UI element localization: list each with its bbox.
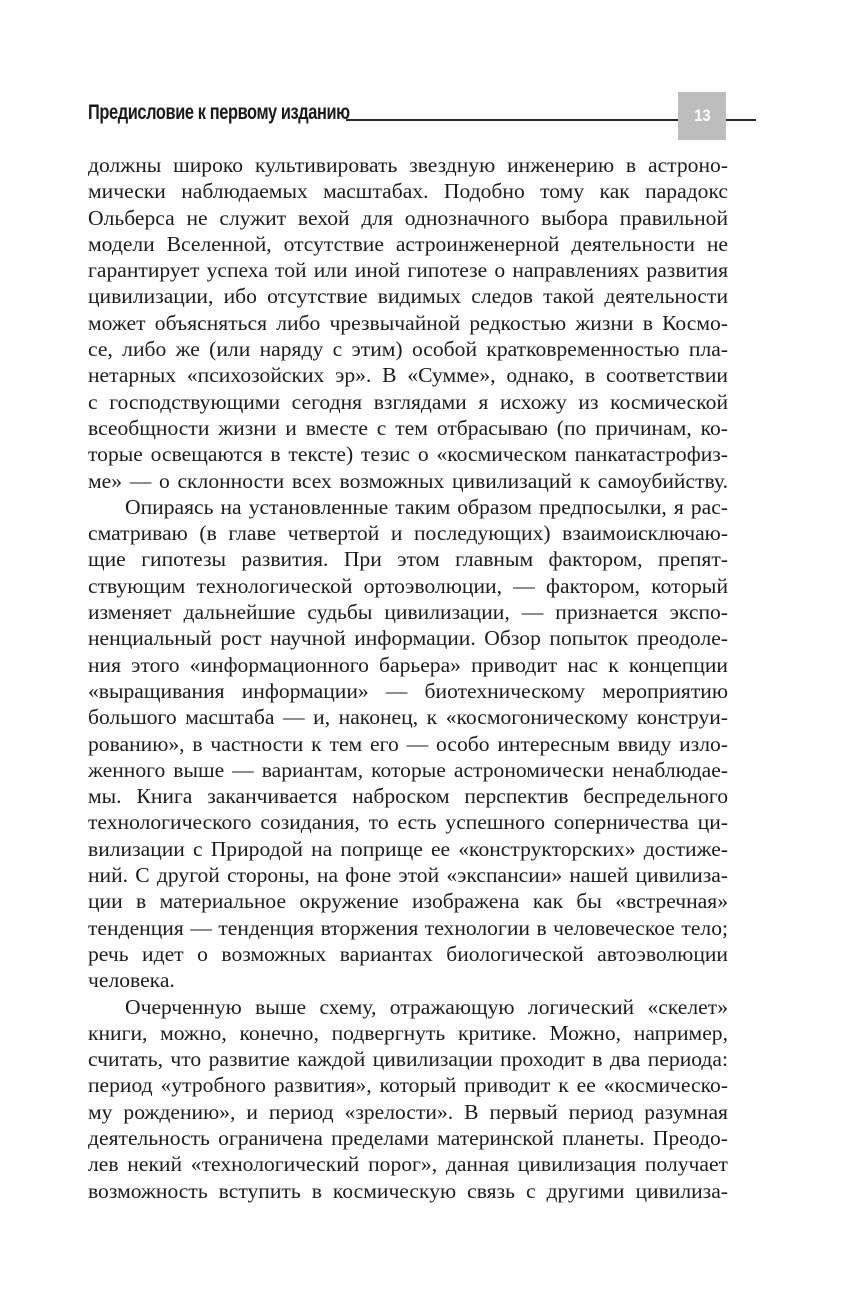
text-line: нетарных «психозойских эр». В «Сумме», однако, в соответствии: [88, 363, 728, 388]
text-line: модели Вселенной, отсутствие астроинженерной деятельности не: [88, 231, 728, 256]
text-line: «выращивания информации» — биотехническому мероприятию: [88, 678, 728, 703]
text-line: книги, можно, конечно, подвергнуть критике. Можно, например,: [88, 1020, 728, 1045]
text-line: гарантирует успеха той или иной гипотезе о направлениях развития: [88, 258, 728, 283]
text-line: ции в материальное окружение изображена как бы «встречная»: [88, 889, 728, 914]
page-number-box: [678, 92, 726, 140]
text-line: может объясняться либо чрезвычайной редкостью жизни в Космо-: [88, 310, 728, 335]
text-line: тенденция — тенденция вторжения технологии в человеческое тело;: [88, 915, 728, 940]
text-line: ме» — о склонности всех возможных цивилизаций к самоубийству.: [88, 468, 728, 493]
text-line: человека.: [88, 968, 175, 993]
text-line: торые освещаются в тексте) тезис о «космическом панкатастрофиз-: [88, 442, 728, 467]
page-number: 13: [693, 106, 711, 125]
text-line: сматриваю (в главе четвертой и последующих) взаимоисключаю-: [88, 521, 728, 546]
text-line: цивилизации, ибо отсутствие видимых следов такой деятельности: [88, 284, 728, 309]
text-line: ния этого «информационного барьера» приводит нас к концепции: [88, 652, 728, 677]
text-line: деятельность ограничена пределами материнской планеты. Преодо-: [88, 1125, 728, 1150]
paragraph: [88, 152, 728, 494]
text-line: мы. Книга заканчивается наброском перспектив беспредельного: [88, 784, 728, 809]
text-line: лев некий «технологический порог», данная цивилизация получает: [88, 1152, 728, 1177]
text-line: большого масштаба — и, наконец, к «космогоническому конструи-: [88, 705, 728, 730]
text-line: технологического созидания, то есть успешного соперничества ци-: [88, 810, 728, 835]
running-header: [88, 92, 726, 140]
text-line: возможность вступить в космическую связь с другими цивилиза-: [88, 1178, 728, 1203]
text-line: се, либо же (или наряду с этим) особой кратковременностью пла-: [88, 337, 728, 362]
text-line: ненциальный рост научной информации. Обзор попыток преодоле-: [88, 626, 728, 651]
running-header-title: Предисловие к первому изданию: [88, 101, 350, 124]
paragraph: [88, 494, 728, 994]
text-line: всеобщности жизни и вместе с тем отбрасываю (по причинам, ко-: [88, 415, 728, 440]
text-line: должны широко культивировать звездную инженерию в астроно-: [88, 153, 728, 177]
paragraph: [88, 994, 728, 1204]
body-text: [88, 152, 728, 1204]
text-line: период «утробного развития», который приводит к ее «космическо-: [88, 1073, 728, 1098]
text-line: женного выше — вариантам, которые астрономически ненаблюдае-: [88, 757, 728, 782]
text-line: вилизации с Природой на поприще ее «конструкторских» достиже-: [88, 836, 728, 861]
text-line: Опираясь на установленные таким образом предпосылки, я рас-: [125, 494, 728, 519]
text-line: Очерченную выше схему, отражающую логический «скелет»: [125, 994, 728, 1019]
text-line: ний. С другой стороны, на фоне этой «экспансии» нашей цивилиза-: [88, 863, 728, 888]
text-line: с господствующими сегодня взглядами я исхожу из космической: [88, 389, 728, 414]
text-line: ствующим технологической ортоэволюции, — фактором, который: [88, 573, 728, 598]
text-line: му рождению», и период «зрелости». В первый период разумная: [88, 1099, 728, 1124]
text-line: мически наблюдаемых масштабах. Подобно тому как парадокс: [88, 179, 728, 204]
text-line: Ольберса не служит вехой для однозначного выбора правильной: [88, 205, 728, 230]
text-line: щие гипотезы развития. При этом главным фактором, препят-: [88, 547, 728, 572]
text-line: изменяет дальнейшие судьбы цивилизации, — признается экспо-: [88, 600, 728, 625]
text-line: речь идет о возможных вариантах биологической автоэволюции: [88, 941, 728, 966]
text-line: рованию», в частности к тем его — особо интересным ввиду изло-: [88, 731, 728, 756]
text-line: считать, что развитие каждой цивилизации проходит в два периода:: [88, 1047, 728, 1072]
